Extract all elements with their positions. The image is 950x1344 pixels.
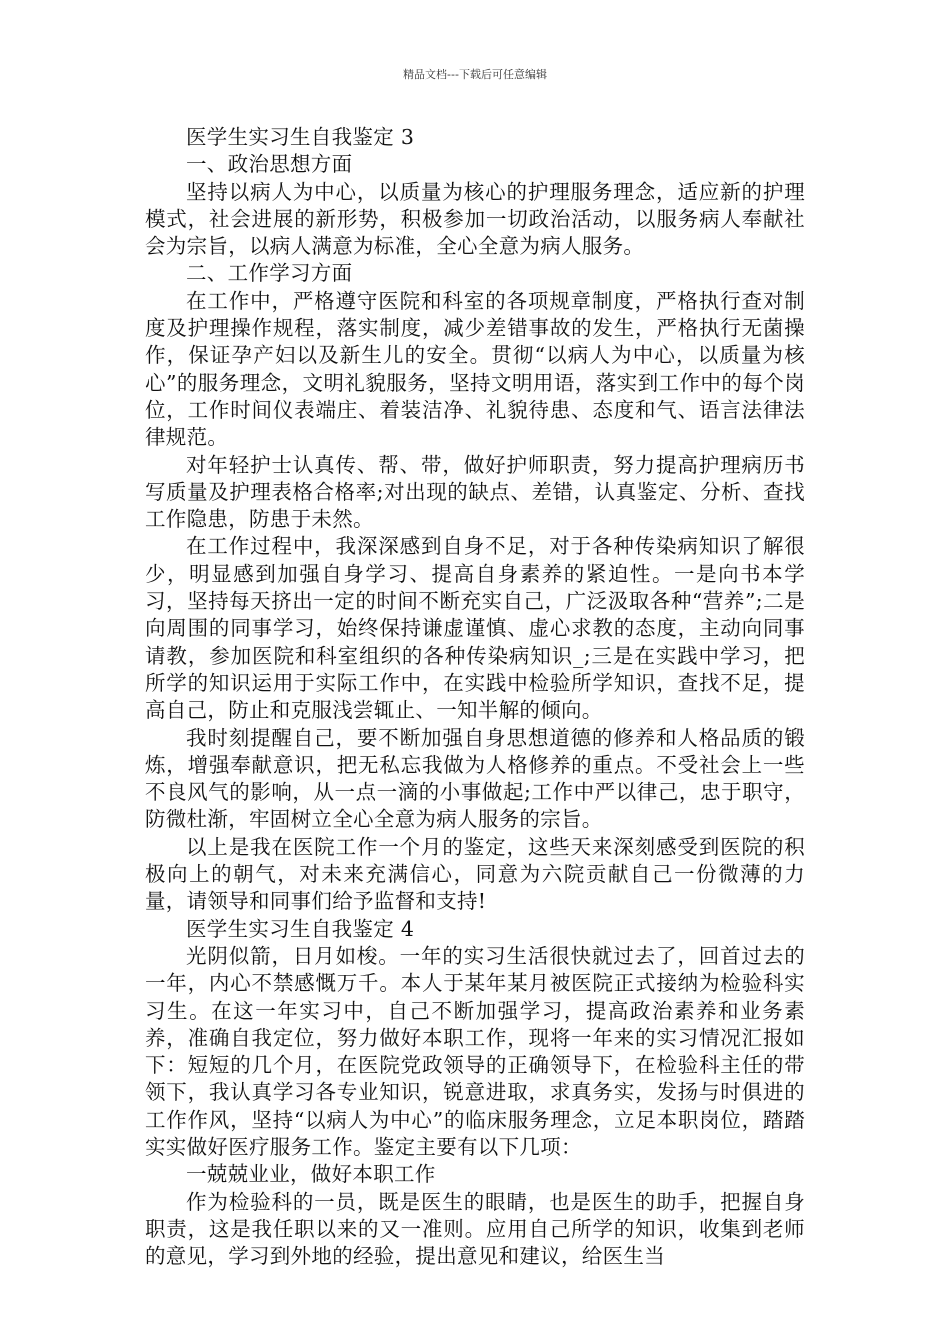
paragraph: 光阴似箭，日月如梭。一年的实习生活很快就过去了，回首过去的一年，内心不禁感慨万千。本人于某年某月被医院正式接纳为检验科实习生。在这一年实习中，自己不断加强学习，提高政治素养和业务素养，准确自我定位，努力做好本职工作，现将一年来的实习情况汇报如下：短短的几个月，在医院党政领导的正确领导下，在检验科主任的带领下，我认真学习各专业知识，锐意进取，求真务实，发扬与时俱进的工作作风，坚持“以病人为中心”的临床服务理念，立足本职岗位，踏踏实实做好医疗服务工作。鉴定主要有以下几项： xyxy=(145,943,805,1159)
subsection-heading: 一兢兢业业，做好本职工作 xyxy=(186,1162,436,1187)
page-header: 精品文档---下载后可任意编辑 xyxy=(403,68,547,81)
paragraph: 以上是我在医院工作一个月的鉴定，这些天来深刻感受到医院的积极向上的朝气，对未来充满信心，同意为六院贡献自己一份微薄的力量，请领导和同事们给予监督和支持! xyxy=(145,834,805,914)
section-title: 医学生实习生自我鉴定 4 xyxy=(186,916,415,941)
paragraph: 坚持以病人为中心，以质量为核心的护理服务理念，适应新的护理模式，社会进展的新形势，积极参加一切政治活动，以服务病人奉献社会为宗旨，以病人满意为标准，全心全意为病人服务。 xyxy=(145,179,805,259)
paragraph: 作为检验科的一员，既是医生的眼睛，也是医生的助手，把握自身职责，这是我任职以来的又一准则。应用自己所学的知识，收集到老师的意见，学习到外地的经验，提出意见和建议，给医生当 xyxy=(145,1189,805,1269)
subsection-heading: 二、工作学习方面 xyxy=(186,261,353,286)
subsection-heading: 一、政治思想方面 xyxy=(186,152,353,177)
paragraph: 我时刻提醒自己，要不断加强自身思想道德的修养和人格品质的锻炼，增强奉献意识，把无私忘我做为人格修养的重点。不受社会上一些不良风气的影响，从一点一滴的小事做起;工作中严以律己，忠于职守，防微杜渐，牢固树立全心全意为病人服务的宗旨。 xyxy=(145,725,805,832)
paragraph: 对年轻护士认真传、帮、带，做好护师职责，努力提高护理病历书写质量及护理表格合格率;对出现的缺点、差错，认真鉴定、分析、查找工作隐患，防患于未然。 xyxy=(145,452,805,532)
document-body xyxy=(145,124,805,1270)
section-title: 医学生实习生自我鉴定 3 xyxy=(186,125,415,149)
paragraph: 在工作中，严格遵守医院和科室的各项规章制度，严格执行查对制度及护理操作规程，落实制度，减少差错事故的发生，严格执行无菌操作，保证孕产妇以及新生儿的安全。贯彻“以病人为中心，以质量为核心”的服务理念，文明礼貌服务，坚持文明用语，落实到工作中的每个岗位，工作时间仪表端庄、着装洁净、礼貌待患、态度和气、语言法律法律规范。 xyxy=(145,288,805,450)
paragraph: 在工作过程中，我深深感到自身不足，对于各种传染病知识了解很少，明显感到加强自身学习、提高自身素养的紧迫性。一是向书本学习，坚持每天挤出一定的时间不断充实自己，广泛汲取各种“营养”;二是向周围的同事学习，始终保持谦虚谨慎、虚心求教的态度，主动向同事请教，参加医院和科室组织的各种传染病知识_;三是在实践中学习，把所学的知识运用于实际工作中，在实践中检验所学知识，查找不足，提高自己，防止和克服浅尝辄止、一知半解的倾向。 xyxy=(145,534,805,723)
